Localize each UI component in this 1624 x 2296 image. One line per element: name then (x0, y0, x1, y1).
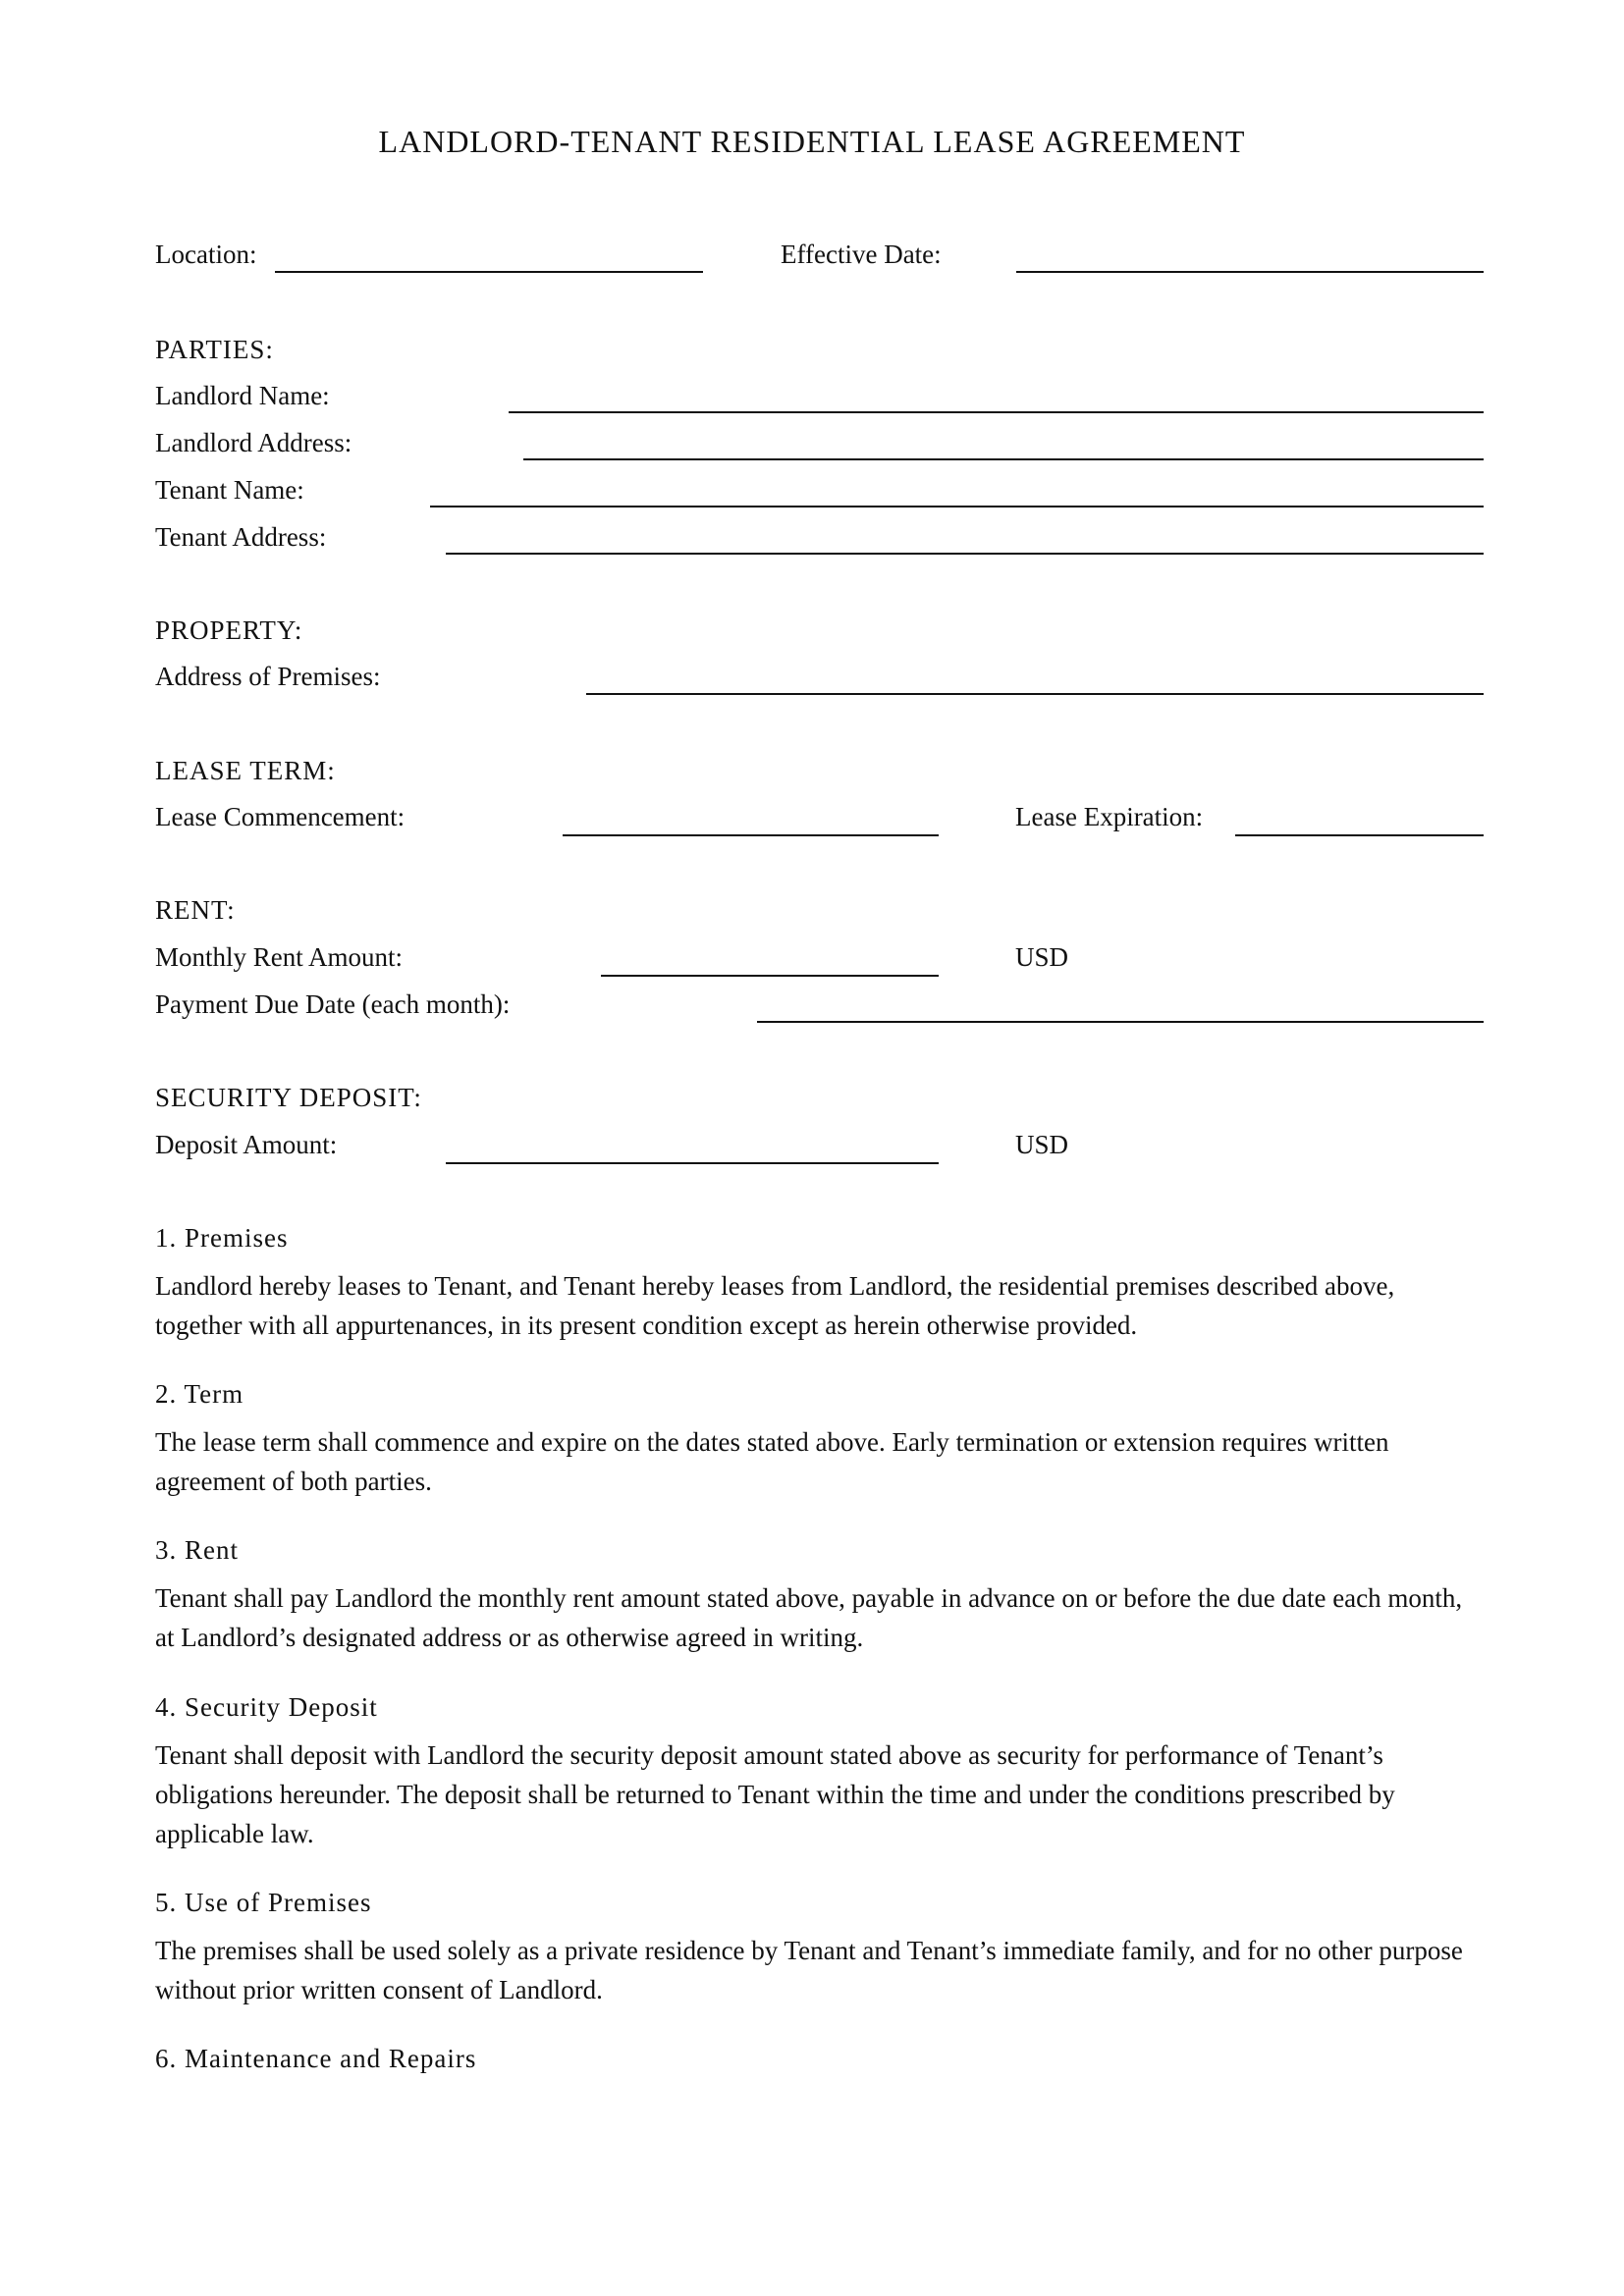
tenant-name-field[interactable] (430, 506, 1484, 507)
section-heading: 3. Rent (155, 1535, 239, 1565)
landlord-name-label: Landlord Name: (155, 381, 330, 410)
section-body: Tenant shall deposit with Landlord the security deposit amount stated above as security for performance of Tenant’s obligations hereunder. The deposit shall be returned to Tenant within the time and under the conditions prescribed by applicable law. (155, 1740, 1395, 1848)
premises-address-label: Address of Premises: (155, 662, 381, 691)
tenant-name-label: Tenant Name: (155, 475, 304, 505)
landlord-address-label: Landlord Address: (155, 428, 352, 457)
location-field[interactable] (275, 271, 703, 273)
section-body: The lease term shall commence and expire on the dates stated above. Early termination or extension requires written agreement of both parties. (155, 1427, 1389, 1496)
section-heading: 5. Use of Premises (155, 1888, 372, 1917)
section-body: Landlord hereby leases to Tenant, and Tenant hereby leases from Landlord, the residential premises described above, together with all appurtenances, in its present condition except as herein otherwise provided. (155, 1271, 1395, 1340)
section-heading: 6. Maintenance and Repairs (155, 2044, 477, 2073)
lease-commencement-label: Lease Commencement: (155, 802, 406, 831)
security-deposit-heading: SECURITY DEPOSIT: (155, 1083, 422, 1112)
lease-expiration-field[interactable] (1235, 834, 1484, 836)
landlord-address-field[interactable] (523, 458, 1484, 460)
deposit-amount-label: Deposit Amount: (155, 1130, 338, 1159)
parties-heading: PARTIES: (155, 335, 274, 364)
effective-date-label: Effective Date: (781, 240, 942, 269)
payment-due-date-field[interactable] (757, 1021, 1484, 1023)
tenant-address-label: Tenant Address: (155, 522, 327, 552)
monthly-rent-label: Monthly Rent Amount: (155, 942, 404, 972)
monthly-rent-field[interactable] (601, 975, 939, 977)
lease-expiration-label: Lease Expiration: (1015, 802, 1204, 831)
section-heading: 2. Term (155, 1379, 244, 1409)
deposit-amount-field[interactable] (446, 1162, 939, 1164)
lease-term-heading: LEASE TERM: (155, 756, 336, 785)
section-heading: 1. Premises (155, 1223, 289, 1253)
payment-due-date-label: Payment Due Date (each month): (155, 989, 511, 1019)
deposit-currency: USD (1015, 1130, 1069, 1159)
premises-address-field[interactable] (586, 693, 1484, 695)
section-heading: 4. Security Deposit (155, 1692, 378, 1722)
lease-commencement-field[interactable] (563, 834, 939, 836)
property-heading: PROPERTY: (155, 615, 303, 645)
tenant-address-field[interactable] (446, 553, 1484, 555)
effective-date-field[interactable] (1016, 271, 1484, 273)
rent-currency: USD (1015, 942, 1069, 972)
location-label: Location: (155, 240, 257, 269)
document-title: LANDLORD-TENANT RESIDENTIAL LEASE AGREEMENT (378, 124, 1246, 159)
section-body: Tenant shall pay Landlord the monthly rent amount stated above, payable in advance on or before the due date each month, at Landlord’s designated address or as otherwise agreed in writing. (155, 1583, 1463, 1652)
landlord-name-field[interactable] (509, 411, 1484, 413)
section-body: The premises shall be used solely as a private residence by Tenant and Tenant’s immediate family, and for no other purpose without prior written consent of Landlord. (155, 1936, 1463, 2004)
rent-heading: RENT: (155, 895, 236, 925)
